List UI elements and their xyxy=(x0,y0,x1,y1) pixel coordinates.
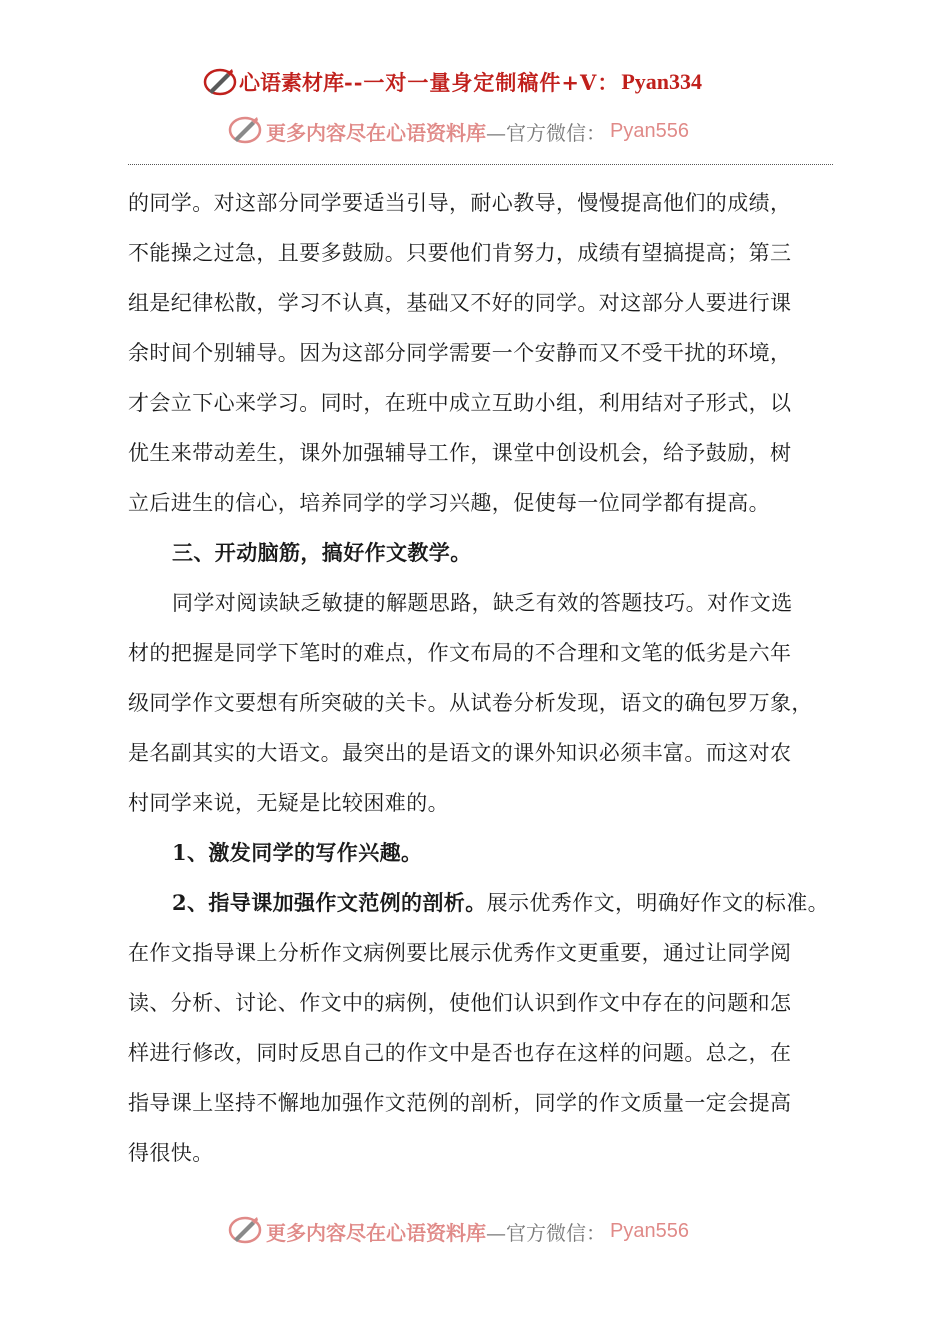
body-line: 不能操之过急，且要多鼓励。只要他们肯努力，成绩有望搞提高；第三 xyxy=(128,241,792,265)
body-line: 样进行修改，同时反思自己的作文中是否也存在这样的问题。总之，在 xyxy=(128,1041,792,1065)
footer-banner-text: 更多内容尽在心语资料库 xyxy=(266,1220,486,1245)
header-wechat-id: Pyan334 xyxy=(621,69,703,94)
body-line: 指导课上坚持不懈地加强作文范例的剖析，同学的作文质量一定会提高 xyxy=(128,1091,792,1115)
banner-wechat-id: Pyan556 xyxy=(610,119,689,142)
body-line: 才会立下心来学习。同时，在班中成立互助小组，利用结对子形式，以 xyxy=(128,391,792,415)
body-line: 组是纪律松散，学习不认真，基础又不好的同学。对这部分人要进行课 xyxy=(128,291,792,315)
body-line: 材的把握是同学下笔时的难点，作文布局的不合理和文笔的低劣是六年 xyxy=(128,641,792,665)
brand-name: 心语素材库 xyxy=(239,70,344,95)
body-line: 级同学作文要想有所突破的关卡。从试卷分析发现，语文的确包罗万象， xyxy=(128,691,813,715)
body-line: 的同学。对这部分同学要适当引导，耐心教导，慢慢提高他们的成绩， xyxy=(128,191,792,215)
list-item-2-title: 2、指导课加强作文范例的剖析。 xyxy=(172,890,487,915)
body-line: 得很快。 xyxy=(128,1141,214,1165)
body-line: 立后进生的信心，培养同学的学习兴趣，促使每一位同学都有提高。 xyxy=(128,491,770,515)
section-heading-3: 三、开动脑筋，搞好作文教学。 xyxy=(172,540,472,565)
footer-banner-dash-label: —官方微信： xyxy=(486,1220,606,1245)
body-line: 村同学来说，无疑是比较困难的。 xyxy=(128,791,449,815)
body-line: 余时间个别辅导。因为这部分同学需要一个安静而又不受干扰的环境， xyxy=(128,341,792,365)
body-line: 是名副其实的大语文。最突出的是语文的课外知识必须丰富。而这对农 xyxy=(128,741,792,765)
banner-dash-label: —官方微信： xyxy=(486,120,606,145)
list-item-2 xyxy=(128,878,838,928)
header-slogan: --一对一量身定制稿件+V： xyxy=(344,70,620,95)
body-line: 优生来带动差生，课外加强辅导工作，课堂中创设机会，给予鼓励，树 xyxy=(128,441,792,465)
body-line: 在作文指导课上分析作文病例要比展示优秀作文更重要，通过让同学阅 xyxy=(128,941,792,965)
banner-text: 更多内容尽在心语资料库 xyxy=(266,120,486,145)
top-banner xyxy=(228,111,689,151)
body-line: 读、分析、讨论、作文中的病例，使他们认识到作文中存在的问题和怎 xyxy=(128,991,792,1015)
footer-banner-wechat-id: Pyan556 xyxy=(610,1219,689,1242)
document-body xyxy=(128,178,838,1178)
list-item-1: 1、激发同学的写作兴趣。 xyxy=(172,840,423,865)
footer-banner xyxy=(228,1211,689,1251)
list-item-2-text: 展示优秀作文，明确好作文的标准。 xyxy=(486,891,830,915)
header-title xyxy=(205,62,702,102)
header-divider xyxy=(128,164,833,165)
body-line: 同学对阅读缺乏敏捷的解题思路，缺乏有效的答题技巧。对作文选 xyxy=(172,591,793,615)
